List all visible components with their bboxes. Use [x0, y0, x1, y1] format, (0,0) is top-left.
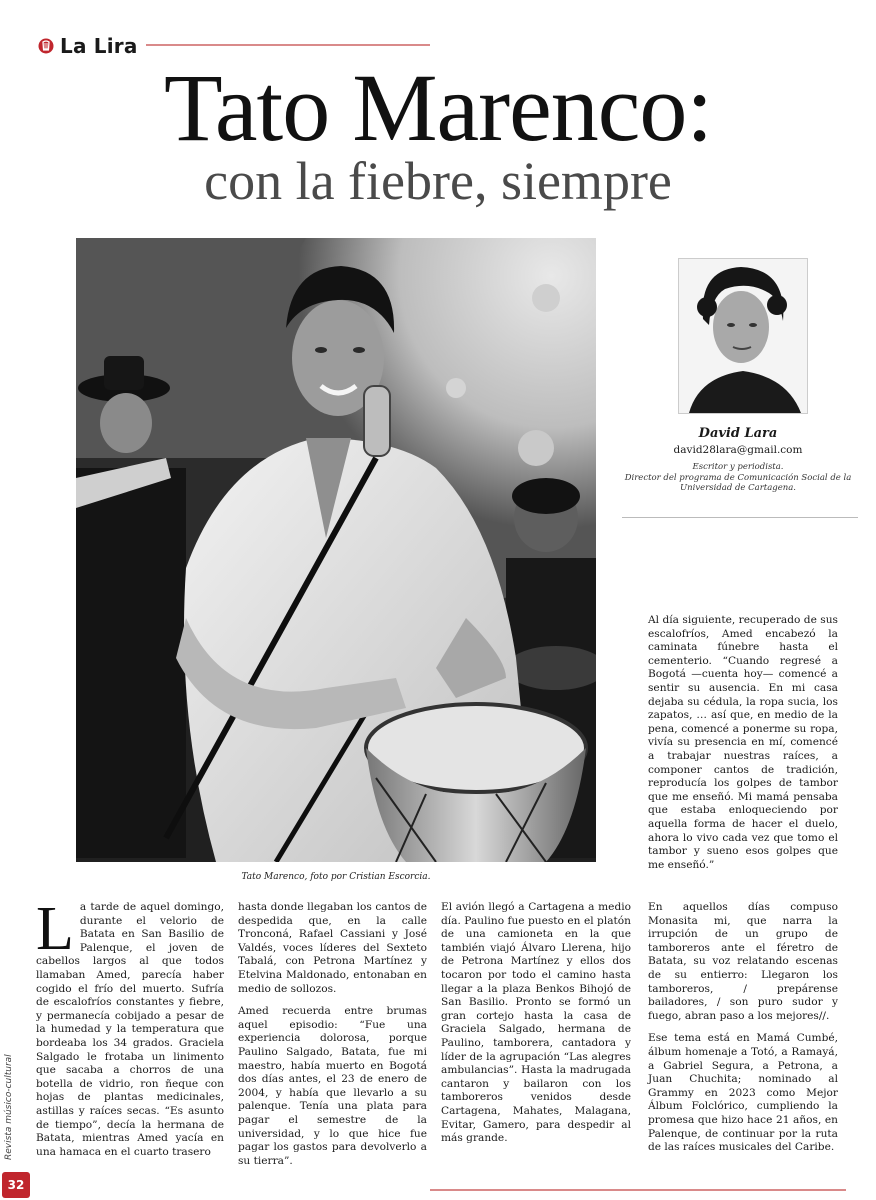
drop-cap: L [36, 895, 74, 963]
text-column [441, 901, 631, 1155]
text-column [238, 901, 427, 1177]
paragraph-text: a tarde de aquel domingo, durante el velorio de Batata en San Basilio de Palenque, el joven de cabellos largos al que todos llamaban Amed, parecía haber cogido el frío del muerto. Sufría de escalofríos constantes y fiebre, y permanecía cobijado a pesar de la humedad y la temperatura que bordeaba los 34 grados. Graciela Salgado le frotaba un linimento que sacaba a chorros de una botella de vidrio, ron ñeque con hojas de plantas medicinales, astillas y raíces secas. “Es asunto de tiempo”, decía la hermana de Batata, mientras Amed yacía en una hamaca en el cuarto trasero [36, 901, 224, 1158]
paragraph: En aquellos días compuso Monasita mi, que narra la irrupción de un grupo de tamboreros ante el féretro de Batata, su voz relatando escenas de su entierro: Llegaron los tamboreros, / prepárense bailadores, / son puro sudor y fuego, abran paso a los mejores//. [648, 901, 838, 1022]
footer-rule [430, 1189, 846, 1191]
author-bio-line: Escritor y periodista. [692, 462, 784, 472]
lyre-icon [38, 38, 54, 54]
paragraph [36, 895, 224, 1159]
brand-logo [38, 34, 138, 58]
author-photo [678, 258, 808, 414]
photo-caption: Tato Marenco, foto por Cristian Escorcia. [241, 872, 431, 882]
main-photo [76, 238, 596, 862]
paragraph: Ese tema está en Mamá Cumbé, álbum homenaje a Totó, a Ramayá, a Gabriel Segura, a Petrona, a Juan Chuchita; nominado al Grammy en 2023 como Mejor Álbum Folclórico, cumpliendo la promesa que hizo hace 21 años, en Palenque, de continuar por la ruta de las raíces musicales del Caribe. [648, 1032, 838, 1154]
header-rule [146, 44, 430, 46]
paragraph: Amed recuerda entre brumas aquel episodio: “Fue una experiencia dolorosa, porque Paulino Salgado, Batata, fue mi maestro, había muerto en Bogotá dos días antes, el 23 de enero de 2004, y había que llevarlo a su palenque. Tenía una plata para pagar el semestre de la universidad, y lo que hice fue pagar los gastos para devolverlo a su tierra”. [238, 1005, 427, 1167]
page-number-badge: 32 [2, 1172, 30, 1198]
paragraph: Al día siguiente, recuperado de sus escalofríos, Amed encabezó la caminata fúnebre hasta el cementerio. “Cuando regresé a Bogotá —cuenta hoy— comencé a sentir su ausencia. En mi casa dejaba su cédula, la ropa sucia, los zapatos, … así que, en medio de la pena, comencé a ponerme su ropa, vivía su presencia en mí, comencé a trabajar nuestras raíces, a componer cantos de tradición, reproducía los golpes de tambor que me enseñó. Mi mamá pensaba que estaba enloqueciendo por aquella forma de hacer el duelo, ahora lo vivo cada vez que tomo el tambor y sueno esos golpes que me enseñó.” [648, 614, 838, 871]
magazine-side-label: Revista músico-cultural [4, 1054, 14, 1160]
text-column [648, 901, 838, 1164]
author-name: David Lara [698, 426, 778, 441]
paragraph: hasta donde llegaban los cantos de despedida que, en la calle Tronconá, Rafael Cassiani y José Valdés, voces líderes del Sexteto Tabalá, con Petrona Martínez y Etelvina Maldonado, entonaban en medio de sollozos. [238, 901, 427, 995]
text-column [648, 614, 838, 881]
article-title: Tato Marenco: [163, 54, 713, 161]
paragraph: El avión llegó a Cartagena a medio día. Paulino fue puesto en el platón de una camioneta en la que también viajó Álvaro Llerena, hijo de Petrona Martínez y ellos dos tocaron por todo el camino hasta llegar a la plaza Benkos Bihojó de San Basilio. Pronto se formó un gran cortejo hasta la casa de Graciela Salgado, hermana de Paulino, tamborera, cantadora y líder de la agrupación “Las alegres ambulancias”. Hasta la madrugada cantaron y bailaron con los tamboreros venidos desde Cartagena, Mahates, Malagana, Evitar, Gamero, para despedir al más grande. [441, 901, 631, 1145]
text-column [36, 895, 224, 1168]
author-bio [620, 462, 856, 494]
article-subtitle: con la fiebre, siempre [204, 151, 672, 211]
author-bio-line: Director del programa de Comunicación Social de la Universidad de Cartagena. [624, 472, 852, 494]
author-email[interactable]: david28lara@gmail.com [673, 444, 803, 456]
brand-name: La Lira [60, 34, 138, 58]
author-divider [622, 517, 858, 518]
